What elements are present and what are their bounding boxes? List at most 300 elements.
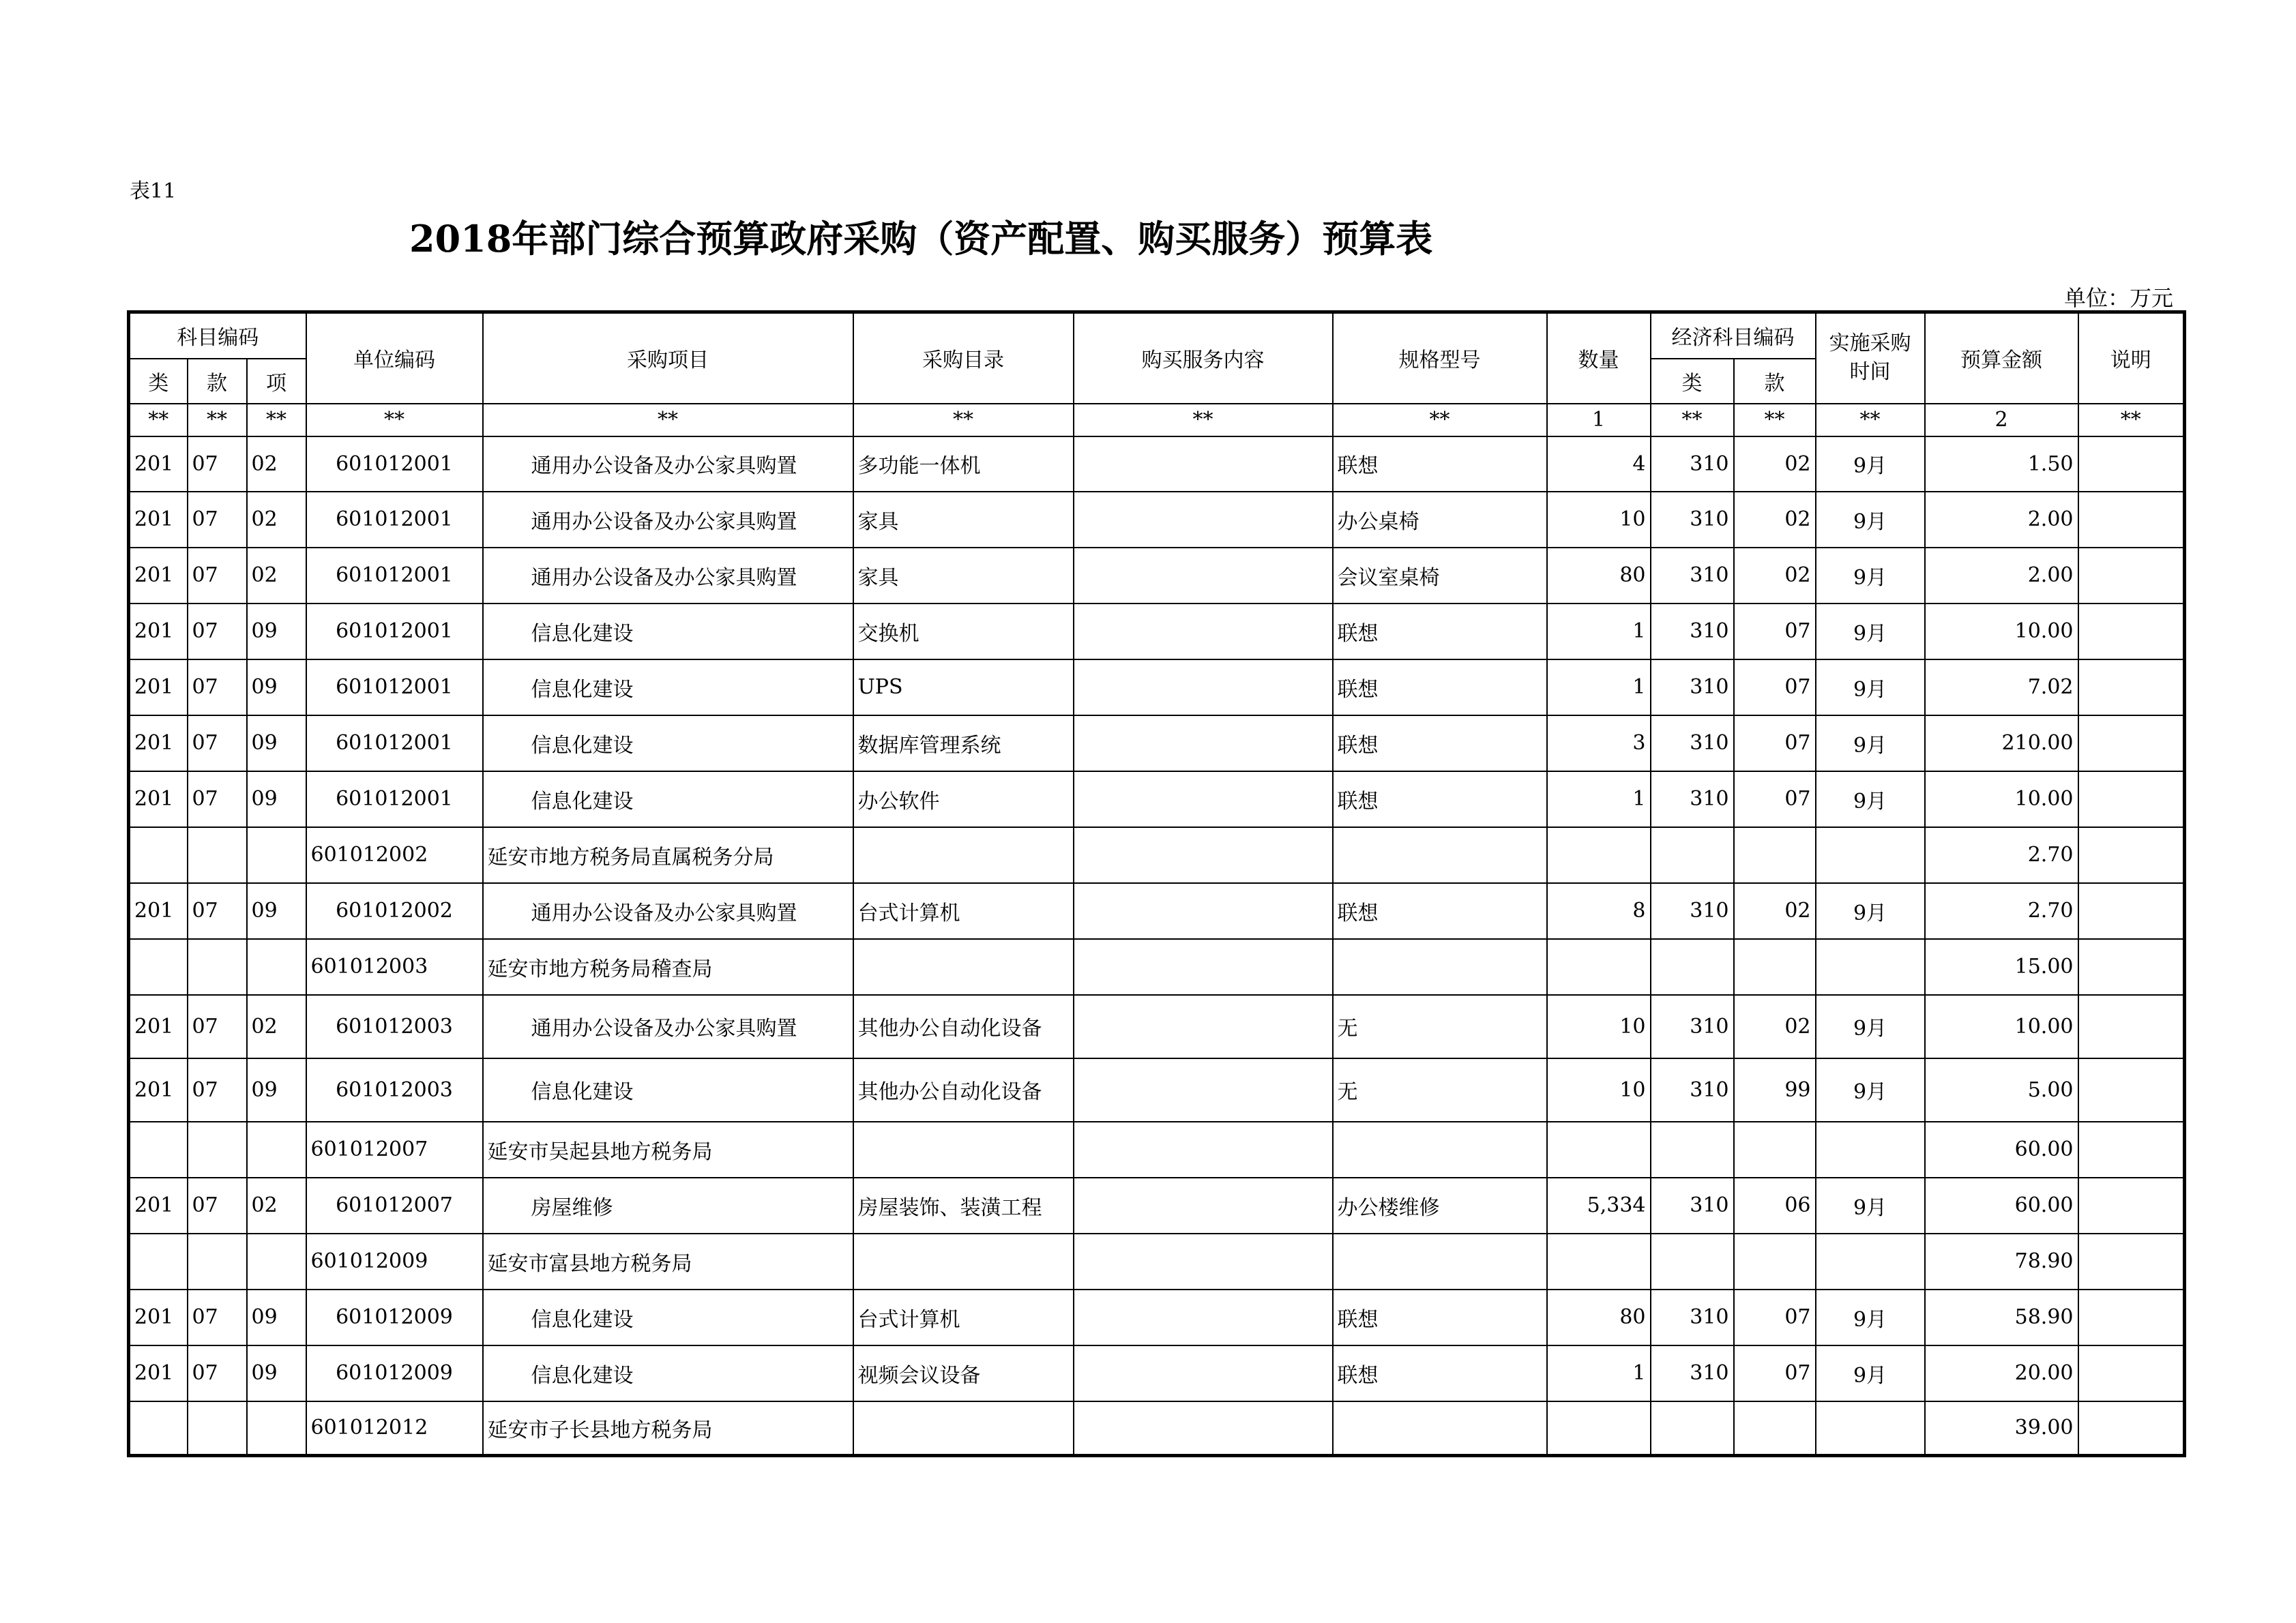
cell-unit-code: 601012002	[306, 883, 483, 939]
cell-quantity: 10	[1547, 995, 1651, 1058]
cell-lei: 201	[129, 715, 188, 771]
cell-catalog: 视频会议设备	[853, 1345, 1074, 1401]
cell-unit-code: 601012003	[306, 939, 483, 995]
cell-xiang: 09	[247, 1058, 306, 1122]
header-row-1	[129, 312, 2185, 359]
cell-quantity: 3	[1547, 715, 1651, 771]
cell-spec: 无	[1333, 995, 1547, 1058]
cell-impl-time: 9月	[1816, 883, 1925, 939]
cell-spec: 联想	[1333, 659, 1547, 715]
cell-kuan: 07	[188, 548, 247, 604]
cell-note	[2078, 883, 2185, 939]
marker-cell: **	[1333, 404, 1547, 436]
cell-amount: 7.02	[1925, 659, 2078, 715]
cell-lei: 201	[129, 436, 188, 492]
cell-spec	[1333, 1122, 1547, 1178]
cell-service	[1074, 492, 1333, 548]
cell-spec	[1333, 827, 1547, 883]
cell-econ-lei	[1651, 939, 1734, 995]
cell-lei	[129, 827, 188, 883]
cell-kuan: 07	[188, 1290, 247, 1345]
cell-lei: 201	[129, 771, 188, 827]
header-subject-code: 科目编码	[129, 312, 306, 359]
cell-xiang	[247, 1234, 306, 1290]
table-row	[129, 604, 2185, 659]
cell-econ-kuan: 07	[1734, 1345, 1816, 1401]
cell-unit-code: 601012009	[306, 1290, 483, 1345]
cell-service	[1074, 771, 1333, 827]
cell-item: 信息化建设	[483, 604, 853, 659]
marker-cell: 1	[1547, 404, 1651, 436]
cell-spec	[1333, 939, 1547, 995]
cell-kuan	[188, 1234, 247, 1290]
cell-unit-code: 601012012	[306, 1401, 483, 1456]
cell-item: 信息化建设	[483, 1345, 853, 1401]
cell-econ-kuan	[1734, 827, 1816, 883]
cell-catalog: 数据库管理系统	[853, 715, 1074, 771]
cell-catalog: 房屋装饰、装潢工程	[853, 1178, 1074, 1234]
cell-service	[1074, 939, 1333, 995]
cell-item: 延安市子长县地方税务局	[483, 1401, 853, 1456]
cell-xiang: 09	[247, 883, 306, 939]
cell-xiang: 09	[247, 1345, 306, 1401]
cell-quantity: 1	[1547, 659, 1651, 715]
cell-service	[1074, 883, 1333, 939]
marker-row	[129, 404, 2185, 436]
cell-unit-code: 601012009	[306, 1234, 483, 1290]
cell-amount: 58.90	[1925, 1290, 2078, 1345]
table-row	[129, 995, 2185, 1058]
table-summary-row	[129, 1122, 2185, 1178]
cell-econ-lei: 310	[1651, 771, 1734, 827]
table-row	[129, 548, 2185, 604]
table-summary-row	[129, 1401, 2185, 1456]
budget-table	[127, 310, 2186, 1457]
marker-cell: **	[1074, 404, 1333, 436]
cell-spec: 联想	[1333, 1290, 1547, 1345]
header-spec-model: 规格型号	[1333, 312, 1547, 404]
cell-note	[2078, 1401, 2185, 1456]
cell-xiang: 02	[247, 1178, 306, 1234]
cell-lei	[129, 1234, 188, 1290]
cell-econ-lei: 310	[1651, 548, 1734, 604]
header-procurement-item: 采购项目	[483, 312, 853, 404]
marker-cell: **	[1651, 404, 1734, 436]
cell-service	[1074, 436, 1333, 492]
cell-note	[2078, 939, 2185, 995]
cell-quantity	[1547, 1401, 1651, 1456]
cell-item: 延安市地方税务局直属税务分局	[483, 827, 853, 883]
cell-note	[2078, 1178, 2185, 1234]
cell-econ-lei: 310	[1651, 1290, 1734, 1345]
table-summary-row	[129, 1234, 2185, 1290]
cell-note	[2078, 604, 2185, 659]
cell-kuan: 07	[188, 436, 247, 492]
cell-note	[2078, 659, 2185, 715]
cell-quantity	[1547, 939, 1651, 995]
cell-econ-kuan: 07	[1734, 1290, 1816, 1345]
header-procurement-catalog: 采购目录	[853, 312, 1074, 404]
cell-amount: 2.00	[1925, 492, 2078, 548]
table-row	[129, 1178, 2185, 1234]
cell-econ-kuan: 02	[1734, 548, 1816, 604]
table-row	[129, 436, 2185, 492]
cell-quantity: 80	[1547, 548, 1651, 604]
header-econ-kuan: 款	[1734, 359, 1816, 404]
marker-cell: **	[1734, 404, 1816, 436]
cell-xiang: 09	[247, 715, 306, 771]
cell-service	[1074, 995, 1333, 1058]
cell-xiang: 09	[247, 771, 306, 827]
cell-impl-time: 9月	[1816, 436, 1925, 492]
cell-econ-lei: 310	[1651, 883, 1734, 939]
cell-service	[1074, 1290, 1333, 1345]
cell-note	[2078, 827, 2185, 883]
cell-spec	[1333, 1234, 1547, 1290]
cell-item: 延安市吴起县地方税务局	[483, 1122, 853, 1178]
header-econ-lei: 类	[1651, 359, 1734, 404]
table-summary-row	[129, 827, 2185, 883]
cell-quantity	[1547, 1234, 1651, 1290]
cell-econ-kuan: 07	[1734, 715, 1816, 771]
cell-unit-code: 601012002	[306, 827, 483, 883]
cell-service	[1074, 715, 1333, 771]
cell-unit-code: 601012007	[306, 1122, 483, 1178]
cell-unit-code: 601012003	[306, 995, 483, 1058]
table-row	[129, 1290, 2185, 1345]
cell-service	[1074, 548, 1333, 604]
marker-cell: **	[247, 404, 306, 436]
table-row	[129, 1058, 2185, 1122]
cell-quantity: 5,334	[1547, 1178, 1651, 1234]
cell-amount: 20.00	[1925, 1345, 2078, 1401]
cell-impl-time: 9月	[1816, 771, 1925, 827]
cell-kuan: 07	[188, 715, 247, 771]
cell-quantity: 8	[1547, 883, 1651, 939]
header-note: 说明	[2078, 312, 2185, 404]
cell-econ-lei	[1651, 827, 1734, 883]
cell-amount: 2.70	[1925, 827, 2078, 883]
cell-impl-time	[1816, 1234, 1925, 1290]
cell-item: 信息化建设	[483, 1290, 853, 1345]
cell-unit-code: 601012001	[306, 604, 483, 659]
cell-impl-time	[1816, 827, 1925, 883]
header-impl-time: 实施采购时间	[1816, 312, 1925, 404]
header-unit-code: 单位编码	[306, 312, 483, 404]
cell-item: 延安市富县地方税务局	[483, 1234, 853, 1290]
cell-lei: 201	[129, 659, 188, 715]
cell-catalog	[853, 1401, 1074, 1456]
cell-unit-code: 601012001	[306, 548, 483, 604]
cell-amount: 60.00	[1925, 1178, 2078, 1234]
cell-econ-lei: 310	[1651, 1345, 1734, 1401]
cell-note	[2078, 1122, 2185, 1178]
cell-spec: 办公桌椅	[1333, 492, 1547, 548]
cell-quantity: 1	[1547, 604, 1651, 659]
cell-amount: 1.50	[1925, 436, 2078, 492]
cell-impl-time: 9月	[1816, 1290, 1925, 1345]
cell-xiang	[247, 939, 306, 995]
cell-econ-lei: 310	[1651, 604, 1734, 659]
cell-note	[2078, 492, 2185, 548]
cell-quantity: 1	[1547, 771, 1651, 827]
cell-catalog	[853, 939, 1074, 995]
cell-econ-lei: 310	[1651, 492, 1734, 548]
cell-econ-kuan	[1734, 1234, 1816, 1290]
header-kuan: 款	[188, 359, 247, 404]
header-xiang: 项	[247, 359, 306, 404]
table-label: 表11	[130, 179, 177, 203]
cell-spec: 联想	[1333, 771, 1547, 827]
cell-quantity: 10	[1547, 492, 1651, 548]
cell-catalog: 其他办公自动化设备	[853, 1058, 1074, 1122]
cell-kuan: 07	[188, 1178, 247, 1234]
cell-item: 通用办公设备及办公家具购置	[483, 995, 853, 1058]
cell-impl-time: 9月	[1816, 548, 1925, 604]
cell-lei: 201	[129, 1290, 188, 1345]
cell-service	[1074, 1058, 1333, 1122]
cell-service	[1074, 827, 1333, 883]
cell-quantity: 4	[1547, 436, 1651, 492]
cell-amount: 10.00	[1925, 995, 2078, 1058]
cell-note	[2078, 1345, 2185, 1401]
cell-note	[2078, 1234, 2185, 1290]
header-econ-code: 经济科目编码	[1651, 312, 1816, 359]
cell-impl-time: 9月	[1816, 604, 1925, 659]
cell-item: 通用办公设备及办公家具购置	[483, 548, 853, 604]
cell-econ-kuan: 07	[1734, 771, 1816, 827]
cell-spec: 联想	[1333, 883, 1547, 939]
cell-impl-time: 9月	[1816, 1058, 1925, 1122]
cell-econ-kuan: 02	[1734, 883, 1816, 939]
cell-catalog	[853, 827, 1074, 883]
cell-impl-time: 9月	[1816, 1345, 1925, 1401]
cell-impl-time	[1816, 939, 1925, 995]
cell-unit-code: 601012009	[306, 1345, 483, 1401]
cell-econ-kuan: 02	[1734, 492, 1816, 548]
cell-kuan: 07	[188, 659, 247, 715]
cell-xiang: 02	[247, 492, 306, 548]
cell-econ-kuan: 07	[1734, 659, 1816, 715]
table-row	[129, 659, 2185, 715]
cell-xiang: 02	[247, 995, 306, 1058]
cell-unit-code: 601012001	[306, 659, 483, 715]
cell-catalog: 办公软件	[853, 771, 1074, 827]
cell-lei: 201	[129, 492, 188, 548]
cell-lei	[129, 939, 188, 995]
header-quantity: 数量	[1547, 312, 1651, 404]
cell-spec: 会议室桌椅	[1333, 548, 1547, 604]
cell-unit-code: 601012001	[306, 771, 483, 827]
cell-xiang: 02	[247, 548, 306, 604]
cell-econ-lei	[1651, 1234, 1734, 1290]
cell-lei: 201	[129, 995, 188, 1058]
cell-kuan	[188, 939, 247, 995]
cell-amount: 210.00	[1925, 715, 2078, 771]
page-title: 2018年部门综合预算政府采购（资产配置、购买服务）预算表	[409, 217, 1433, 260]
cell-spec: 联想	[1333, 436, 1547, 492]
cell-econ-kuan: 02	[1734, 436, 1816, 492]
cell-spec: 联想	[1333, 1345, 1547, 1401]
cell-kuan: 07	[188, 1345, 247, 1401]
cell-spec: 办公楼维修	[1333, 1178, 1547, 1234]
cell-item: 通用办公设备及办公家具购置	[483, 883, 853, 939]
cell-lei: 201	[129, 1345, 188, 1401]
cell-item: 房屋维修	[483, 1178, 853, 1234]
cell-unit-code: 601012003	[306, 1058, 483, 1122]
cell-impl-time: 9月	[1816, 715, 1925, 771]
cell-service	[1074, 1178, 1333, 1234]
cell-note	[2078, 548, 2185, 604]
cell-econ-kuan	[1734, 939, 1816, 995]
cell-service	[1074, 659, 1333, 715]
cell-catalog	[853, 1122, 1074, 1178]
cell-kuan: 07	[188, 995, 247, 1058]
cell-quantity: 1	[1547, 1345, 1651, 1401]
cell-xiang	[247, 1401, 306, 1456]
cell-catalog: 多功能一体机	[853, 436, 1074, 492]
cell-unit-code: 601012001	[306, 492, 483, 548]
cell-quantity	[1547, 827, 1651, 883]
cell-unit-code: 601012007	[306, 1178, 483, 1234]
cell-item: 通用办公设备及办公家具购置	[483, 436, 853, 492]
cell-amount: 10.00	[1925, 604, 2078, 659]
cell-note	[2078, 995, 2185, 1058]
marker-cell: **	[2078, 404, 2185, 436]
cell-note	[2078, 771, 2185, 827]
cell-econ-lei	[1651, 1401, 1734, 1456]
cell-econ-kuan	[1734, 1122, 1816, 1178]
cell-amount: 78.90	[1925, 1234, 2078, 1290]
cell-service	[1074, 1122, 1333, 1178]
unit-label: 单位：万元	[2063, 285, 2173, 311]
cell-amount: 39.00	[1925, 1401, 2078, 1456]
cell-lei: 201	[129, 883, 188, 939]
cell-service	[1074, 1401, 1333, 1456]
cell-unit-code: 601012001	[306, 436, 483, 492]
cell-item: 延安市地方税务局稽查局	[483, 939, 853, 995]
marker-cell: **	[853, 404, 1074, 436]
cell-xiang	[247, 1122, 306, 1178]
cell-lei	[129, 1401, 188, 1456]
cell-econ-kuan	[1734, 1401, 1816, 1456]
cell-catalog: 交换机	[853, 604, 1074, 659]
cell-kuan: 07	[188, 883, 247, 939]
cell-xiang: 02	[247, 436, 306, 492]
cell-econ-lei: 310	[1651, 995, 1734, 1058]
cell-service	[1074, 1234, 1333, 1290]
marker-cell: 2	[1925, 404, 2078, 436]
table-row	[129, 1345, 2185, 1401]
cell-econ-lei: 310	[1651, 659, 1734, 715]
cell-item: 通用办公设备及办公家具购置	[483, 492, 853, 548]
cell-econ-lei: 310	[1651, 1058, 1734, 1122]
cell-note	[2078, 715, 2185, 771]
table-row	[129, 771, 2185, 827]
table-row	[129, 883, 2185, 939]
cell-spec: 联想	[1333, 715, 1547, 771]
cell-econ-kuan: 06	[1734, 1178, 1816, 1234]
cell-econ-kuan: 99	[1734, 1058, 1816, 1122]
cell-econ-lei: 310	[1651, 715, 1734, 771]
marker-cell: **	[1816, 404, 1925, 436]
cell-impl-time: 9月	[1816, 659, 1925, 715]
marker-cell: **	[483, 404, 853, 436]
cell-item: 信息化建设	[483, 659, 853, 715]
marker-cell: **	[129, 404, 188, 436]
table-summary-row	[129, 939, 2185, 995]
cell-xiang: 09	[247, 1290, 306, 1345]
marker-cell: **	[188, 404, 247, 436]
cell-amount: 10.00	[1925, 771, 2078, 827]
header-lei: 类	[129, 359, 188, 404]
cell-catalog: 家具	[853, 548, 1074, 604]
cell-service	[1074, 604, 1333, 659]
cell-note	[2078, 436, 2185, 492]
cell-amount: 60.00	[1925, 1122, 2078, 1178]
cell-note	[2078, 1290, 2185, 1345]
cell-kuan: 07	[188, 604, 247, 659]
cell-unit-code: 601012001	[306, 715, 483, 771]
cell-xiang: 09	[247, 659, 306, 715]
cell-catalog: 其他办公自动化设备	[853, 995, 1074, 1058]
cell-amount: 2.70	[1925, 883, 2078, 939]
cell-impl-time	[1816, 1401, 1925, 1456]
cell-item: 信息化建设	[483, 715, 853, 771]
cell-lei: 201	[129, 1058, 188, 1122]
cell-amount: 15.00	[1925, 939, 2078, 995]
cell-econ-lei	[1651, 1122, 1734, 1178]
cell-kuan: 07	[188, 1058, 247, 1122]
cell-kuan: 07	[188, 771, 247, 827]
cell-spec: 联想	[1333, 604, 1547, 659]
cell-amount: 2.00	[1925, 548, 2078, 604]
cell-item: 信息化建设	[483, 771, 853, 827]
cell-lei: 201	[129, 604, 188, 659]
cell-econ-kuan: 02	[1734, 995, 1816, 1058]
cell-econ-kuan: 07	[1734, 604, 1816, 659]
cell-item: 信息化建设	[483, 1058, 853, 1122]
cell-xiang	[247, 827, 306, 883]
cell-lei	[129, 1122, 188, 1178]
cell-lei: 201	[129, 548, 188, 604]
table-row	[129, 492, 2185, 548]
cell-amount: 5.00	[1925, 1058, 2078, 1122]
cell-spec: 无	[1333, 1058, 1547, 1122]
cell-econ-lei: 310	[1651, 1178, 1734, 1234]
cell-xiang: 09	[247, 604, 306, 659]
cell-catalog: 台式计算机	[853, 883, 1074, 939]
cell-service	[1074, 1345, 1333, 1401]
cell-catalog	[853, 1234, 1074, 1290]
cell-econ-lei: 310	[1651, 436, 1734, 492]
header-budget-amount: 预算金额	[1925, 312, 2078, 404]
cell-catalog: 家具	[853, 492, 1074, 548]
cell-spec	[1333, 1401, 1547, 1456]
cell-catalog: UPS	[853, 659, 1074, 715]
cell-kuan	[188, 1122, 247, 1178]
cell-kuan	[188, 1401, 247, 1456]
header-service-content: 购买服务内容	[1074, 312, 1333, 404]
cell-impl-time	[1816, 1122, 1925, 1178]
cell-impl-time: 9月	[1816, 1178, 1925, 1234]
cell-impl-time: 9月	[1816, 492, 1925, 548]
cell-quantity	[1547, 1122, 1651, 1178]
cell-catalog: 台式计算机	[853, 1290, 1074, 1345]
marker-cell: **	[306, 404, 483, 436]
cell-kuan: 07	[188, 492, 247, 548]
cell-quantity: 80	[1547, 1290, 1651, 1345]
